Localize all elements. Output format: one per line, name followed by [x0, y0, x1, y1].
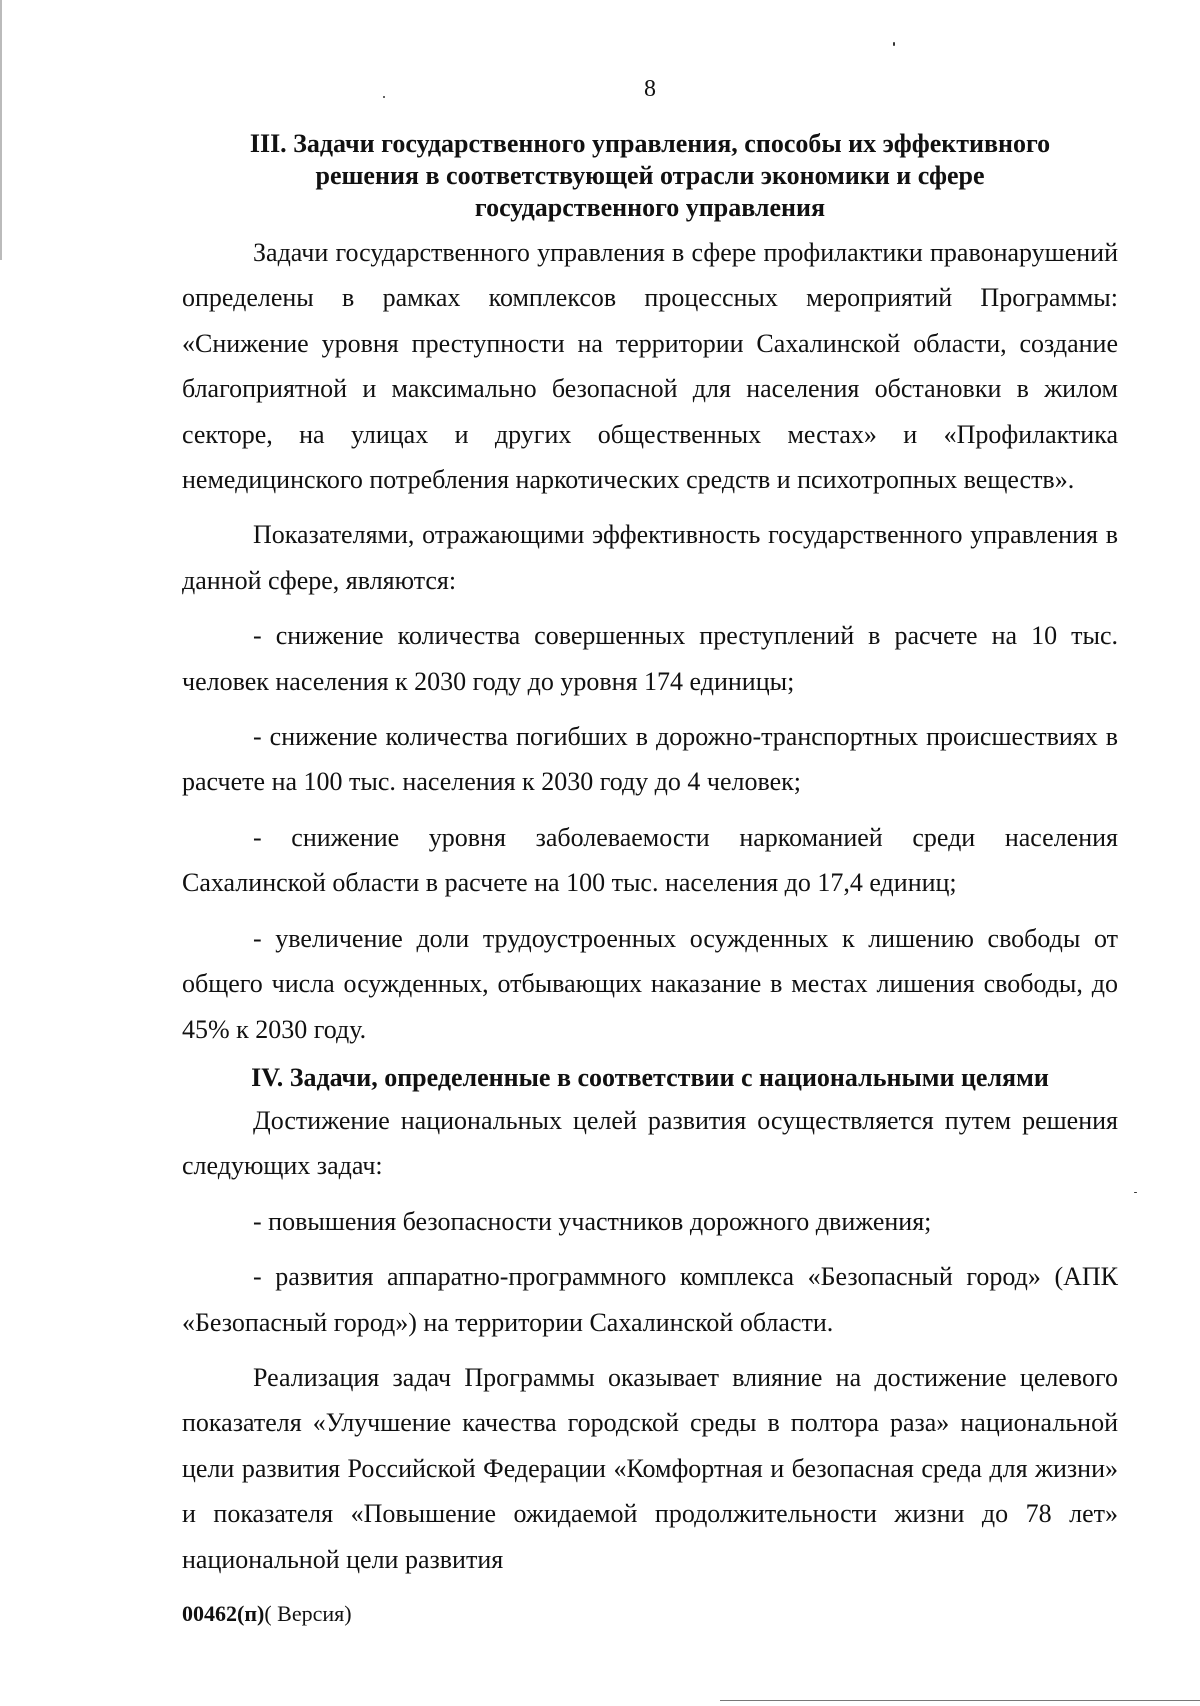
- section-3-heading-line: решения в соответствующей отрасли экономики и сфере: [315, 161, 985, 190]
- footer-rule: [720, 1700, 1200, 1701]
- section-3: [182, 128, 1118, 1052]
- section-3-heading-line: государственного управления: [474, 193, 826, 222]
- document-version: ( Версия): [264, 1601, 352, 1626]
- scan-left-edge: [0, 0, 2, 260]
- document-code: 00462(п): [182, 1601, 265, 1626]
- section-4-paragraph: Достижение национальных целей развития осуществляется путем решения следующих задач:: [182, 1105, 1118, 1181]
- scan-speck: [1134, 1192, 1137, 1193]
- section-4-impact-paragraph: Реализация задач Программы оказывает влияние на достижение целевого показателя «Улучшение качества городской среды в полтора раза» национальной цели развития Российской Федерации «Комфортная и безопасная среда для жизни» и показателя «Повышение ожидаемой продолжительности жизни до 78 лет» национальной цели развития: [182, 1362, 1118, 1574]
- section-4-heading: IV. Задачи, определенные в соответствии с национальными целями: [251, 1062, 1049, 1092]
- task-item: - развития аппаратно-программного комплекса «Безопасный город» (АПК «Безопасный город») на территории Сахалинской области.: [182, 1262, 1118, 1337]
- scan-speck: [893, 42, 895, 46]
- section-3-heading: [182, 128, 1118, 224]
- indicator-item: - снижение количества погибших в дорожно-транспортных происшествиях в расчете на 100 тыс. населения к 2030 году до 4 человек;: [182, 722, 1118, 797]
- indicator-item: - снижение уровня заболеваемости наркоманией среди населения Сахалинской области в расчете на 100 тыс. населения до 17,4 единиц;: [182, 822, 1118, 898]
- task-item: - повышения безопасности участников дорожного движения;: [253, 1206, 932, 1236]
- page-content: [182, 128, 1118, 1592]
- page-number: 8: [644, 76, 656, 102]
- document-footer: [182, 1601, 352, 1627]
- section-4: [182, 1062, 1118, 1582]
- section-3-paragraph: Задачи государственного управления в сфере профилактики правонарушений определены в рамках комплексов процессных мероприятий Программы: «Снижение уровня преступности на территории Сахалинской области, создание благоприятной и максимально безопасной для населения обстановки в жилом секторе, на улицах и других общественных местах» и «Профилактика немедицинского потребления наркотических средств и психотропных веществ».: [182, 238, 1118, 495]
- section-3-indicators-intro: Показателями, отражающими эффективность государственного управления в данной сфере, являются:: [182, 520, 1118, 595]
- section-3-heading-line: III. Задачи государственного управления, способы их эффективного: [249, 129, 1051, 158]
- indicator-item: - снижение количества совершенных преступлений в расчете на 10 тыс. человек населения к 2030 году до уровня 174 единицы;: [182, 621, 1118, 696]
- indicator-item: - увеличение доли трудоустроенных осужденных к лишению свободы от общего числа осужденных, отбывающих наказание в местах лишения свободы, до 45% к 2030 году.: [182, 923, 1118, 1044]
